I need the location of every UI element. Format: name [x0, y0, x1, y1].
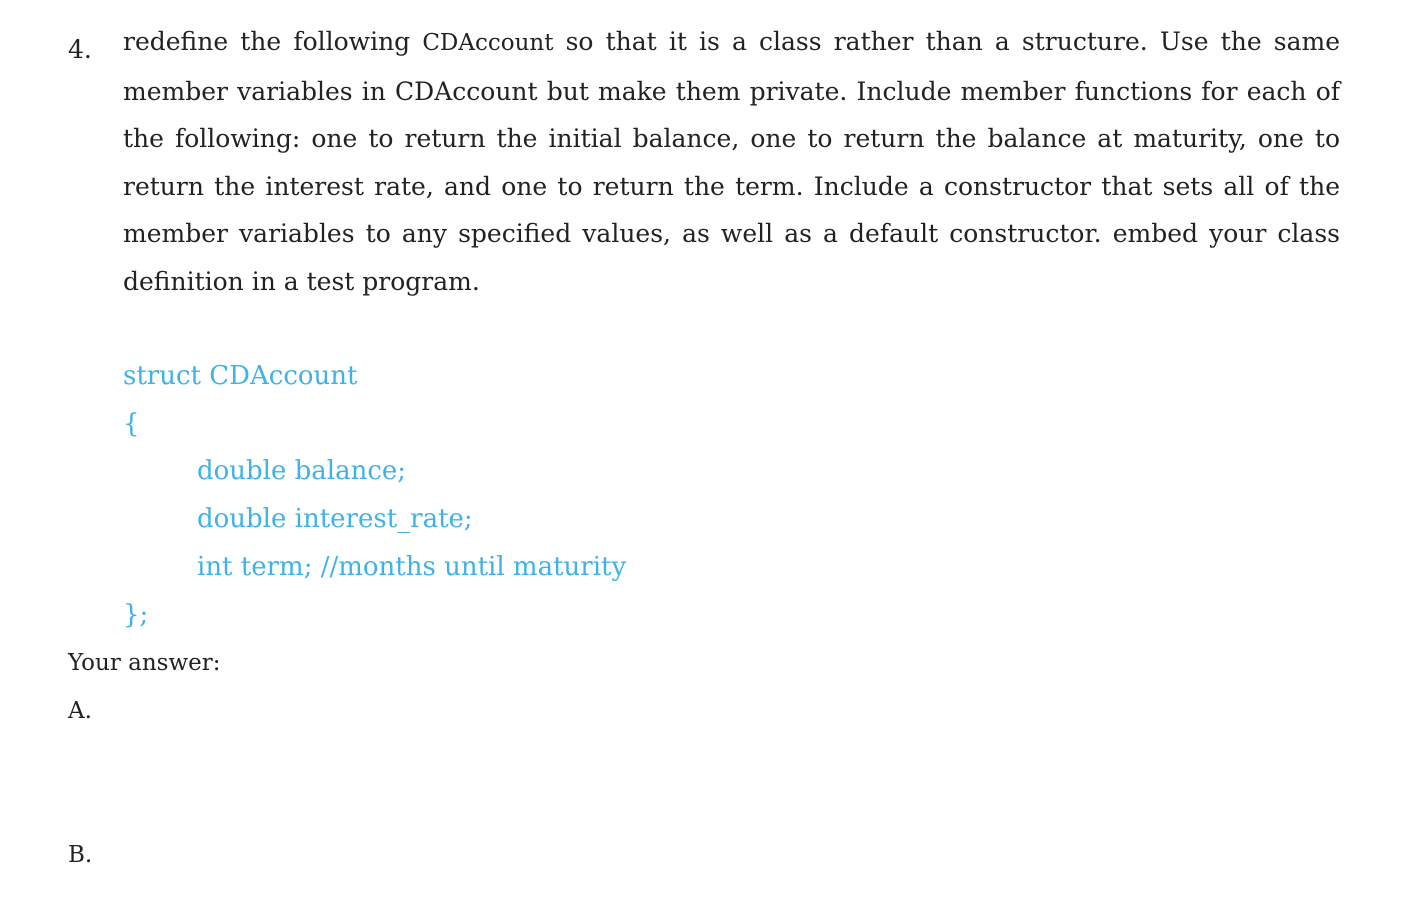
- code-line-term: int term; //months until maturity: [197, 552, 627, 582]
- question-number: 4.: [68, 35, 92, 64]
- question-text-code-term: CDAccount: [422, 30, 554, 56]
- question-text-part1: redefine the following: [123, 27, 423, 56]
- code-line-struct: struct CDAccount: [123, 361, 358, 391]
- code-line-balance: double balance;: [197, 456, 407, 486]
- question-text-part2: so that it is a class rather than a structure. Use the same member variables in CDAccount but make them private. Include member functions for each of the following: one to return the initial balance, one to return the balance at maturity, one to return the interest rate, and one to return the term. Include a constructor that sets all of the member variables to any specified values, as well as a default constructor. embed your class definition in a test program.: [123, 27, 1340, 296]
- your-answer-label: Your answer:: [68, 650, 221, 676]
- code-line-interest-rate: double interest_rate;: [197, 504, 473, 534]
- option-b[interactable]: B.: [68, 842, 93, 868]
- code-line-close-brace: };: [123, 600, 149, 630]
- code-line-open-brace: {: [123, 409, 140, 439]
- question-text: [123, 18, 1340, 305]
- option-a[interactable]: A.: [68, 698, 92, 724]
